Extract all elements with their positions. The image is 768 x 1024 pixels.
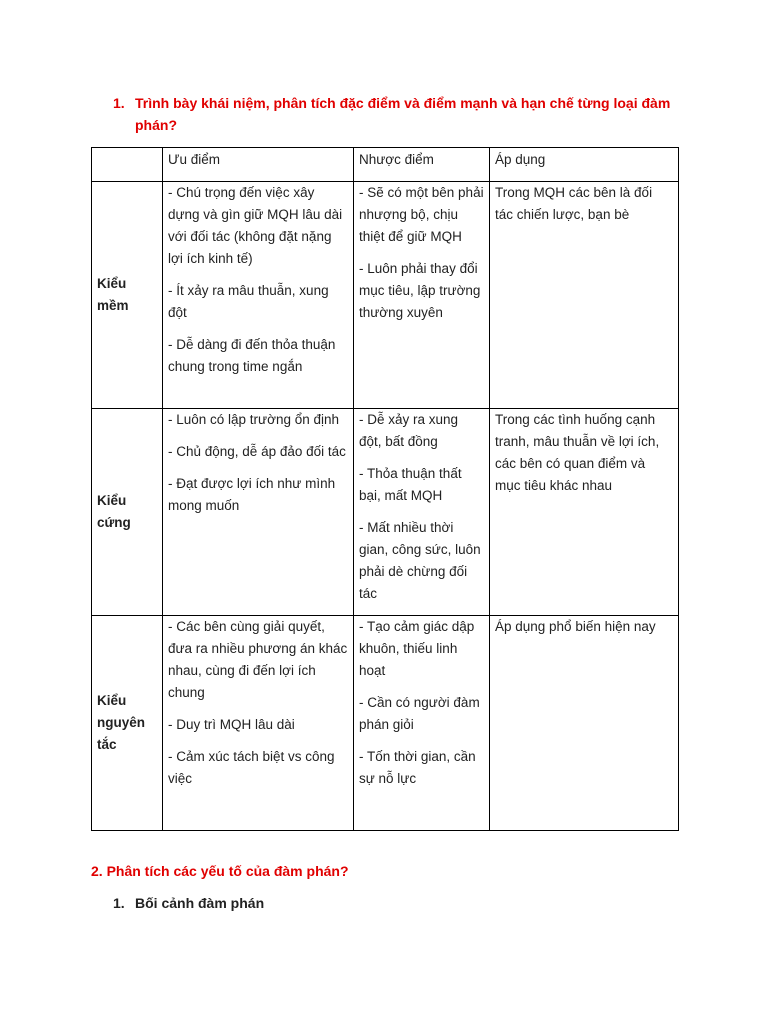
disadvantage-item: - Tạo cảm giác dập khuôn, thiếu linh hoạt: [359, 619, 475, 678]
table-header-row: [92, 148, 679, 182]
table-row: [92, 616, 679, 831]
advantage-item: - Các bên cùng giải quyết, đưa ra nhiều phương án khác nhau, cùng đi đến lợi ích chung: [168, 619, 348, 700]
disadvantage-item: - Dễ xảy ra xung đột, bất đồng: [359, 412, 459, 449]
disadvantage-item: - Mất nhiều thời gian, công sức, luôn phải dè chừng đối tác: [359, 520, 481, 601]
advantages-cell: [163, 182, 354, 409]
disadvantage-item: - Cần có người đàm phán giỏi: [359, 695, 480, 732]
disadvantage-item: - Sẽ có một bên phải nhượng bộ, chịu thiệt để giữ MQH: [359, 185, 484, 244]
application-text: Trong các tình huống cạnh tranh, mâu thuẫn về lợi ích, các bên có quan điểm và mục tiêu khác nhau: [495, 412, 660, 493]
advantage-item: - Dễ dàng đi đến thỏa thuận chung trong time ngắn: [168, 337, 336, 374]
header-advantages: Ưu điểm: [163, 148, 354, 182]
advantage-item: - Ít xảy ra mâu thuẫn, xung đột: [168, 283, 329, 320]
advantages-cell: [163, 616, 354, 831]
question-1-text: Trình bày khái niệm, phân tích đặc điểm và điểm mạnh và hạn chế từng loại đàm phán?: [135, 95, 671, 133]
row-label-principled: Kiểu nguyên tắc: [92, 616, 163, 831]
header-disadvantages: Nhược điểm: [354, 148, 490, 182]
application-cell: [490, 409, 679, 616]
subsection-number: 1.: [113, 895, 125, 911]
disadvantage-item: - Tốn thời gian, cần sự nỗ lực: [359, 749, 476, 786]
advantages-cell: [163, 409, 354, 616]
advantage-item: - Chú trọng đến việc xây dựng và gìn giữ MQH lâu dài với đối tác (không đặt nặng lợi ích kinh tế): [168, 185, 343, 266]
header-empty: [92, 148, 163, 182]
negotiation-types-table: [91, 147, 679, 831]
disadvantage-item: - Luôn phải thay đổi mục tiêu, lập trường thường xuyên: [359, 261, 481, 320]
question-1-heading: [113, 92, 683, 136]
table-row: [92, 409, 679, 616]
disadvantages-cell: [354, 616, 490, 831]
disadvantages-cell: [354, 409, 490, 616]
subsection-text: Bối cảnh đàm phán: [135, 895, 265, 911]
disadvantage-item: - Thỏa thuận thất bại, mất MQH: [359, 466, 462, 503]
application-text: Trong MQH các bên là đối tác chiến lược, bạn bè: [495, 185, 653, 222]
table-row: [92, 182, 679, 409]
row-label-hard: Kiểu cứng: [92, 409, 163, 616]
advantage-item: - Duy trì MQH lâu dài: [168, 717, 295, 732]
application-cell: [490, 616, 679, 831]
advantage-item: - Đạt được lợi ích như mình mong muốn: [168, 476, 336, 513]
question-1-number: 1.: [113, 95, 125, 111]
question-2-heading: 2. Phân tích các yếu tố của đàm phán?: [91, 863, 349, 879]
advantage-item: - Cảm xúc tách biệt vs công việc: [168, 749, 335, 786]
subsection-heading: [113, 892, 264, 914]
application-cell: [490, 182, 679, 409]
advantage-item: - Luôn có lập trường ổn định: [168, 412, 339, 427]
row-label-soft: Kiểu mềm: [92, 182, 163, 409]
application-text: Áp dụng phổ biến hiện nay: [495, 619, 656, 634]
header-application: Áp dụng: [490, 148, 679, 182]
advantage-item: - Chủ động, dễ áp đảo đối tác: [168, 444, 346, 459]
disadvantages-cell: [354, 182, 490, 409]
